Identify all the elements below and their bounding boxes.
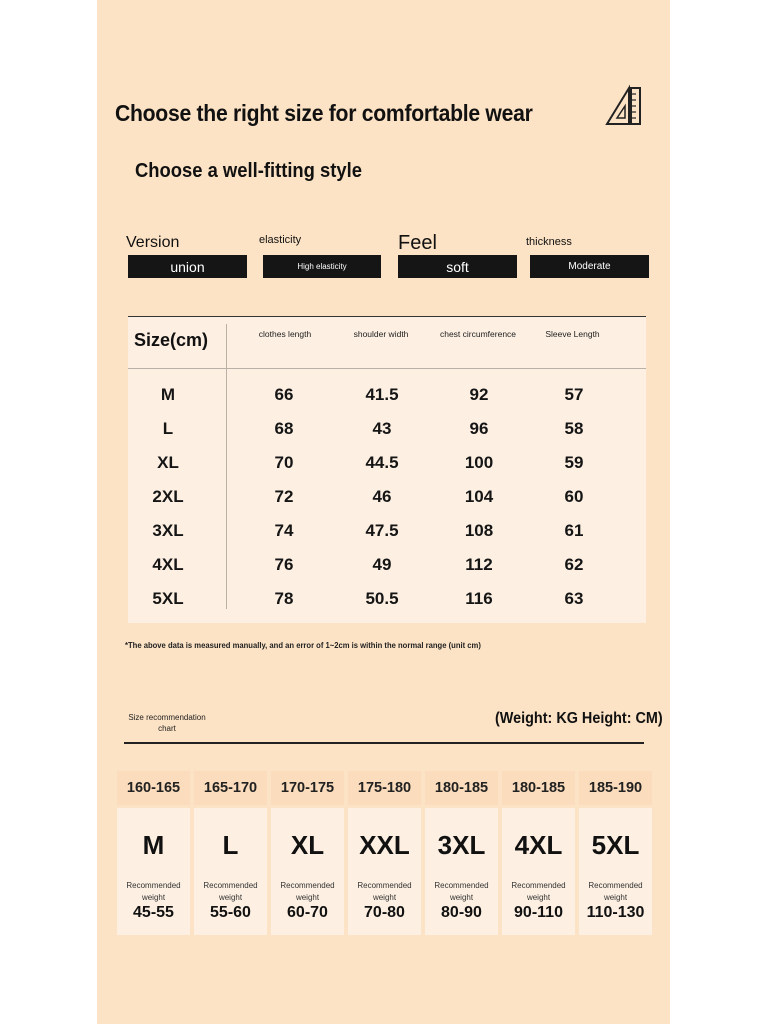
table-column-divider [226, 324, 227, 609]
card-weight-label: Recommended weight [126, 881, 181, 902]
row-size: 4XL [152, 555, 184, 574]
card-body [117, 808, 190, 935]
card-body [348, 808, 421, 935]
cell-clothes-length: 74 [274, 521, 294, 540]
column-header-chest: chest circumference [439, 329, 517, 339]
cell-clothes-length: 70 [274, 453, 294, 472]
size-card [271, 771, 344, 935]
attribute-value: High elasticity [263, 255, 381, 278]
card-weight-range: 110-130 [586, 904, 645, 921]
table-header-divider [128, 368, 646, 369]
card-weight-range: 90-110 [514, 904, 563, 921]
card-height-range: 180-185 [425, 771, 498, 805]
cell-shoulder-width: 46 [372, 487, 392, 506]
column-header-clothes-length: clothes length [258, 329, 312, 339]
attribute-label: thickness [526, 236, 572, 248]
row-size: 3XL [152, 521, 184, 540]
card-weight-label: Recommended weight [203, 881, 258, 902]
size-card [425, 771, 498, 935]
cell-shoulder-width: 44.5 [365, 453, 399, 472]
card-height-range: 180-185 [502, 771, 575, 805]
row-size: 2XL [152, 487, 184, 506]
column-header-shoulder-width: shoulder width [353, 329, 409, 339]
cell-shoulder-width: 43 [372, 419, 392, 438]
ruler-triangle-icon [605, 84, 645, 126]
attribute-label: Feel [398, 232, 437, 254]
card-body [194, 808, 267, 935]
size-card [194, 771, 267, 935]
card-size: 3XL [437, 830, 486, 860]
cell-shoulder-width: 50.5 [365, 589, 399, 608]
cell-clothes-length: 72 [274, 487, 294, 506]
attribute-label: Version [126, 234, 180, 251]
cell-sleeve-length: 58 [564, 419, 584, 438]
size-card [117, 771, 190, 935]
cell-chest: 100 [464, 453, 494, 472]
size-guide-panel [97, 0, 670, 1024]
cell-shoulder-width: 47.5 [365, 521, 399, 540]
card-weight-label: Recommended weight [434, 881, 489, 902]
page-title: Choose the right size for comfortable wear [115, 100, 533, 126]
card-weight-range: 45-55 [133, 904, 174, 921]
card-body [425, 808, 498, 935]
cell-sleeve-length: 59 [564, 453, 584, 472]
card-weight-label: Recommended weight [357, 881, 412, 902]
column-header-sleeve-length: Sleeve Length [545, 329, 600, 339]
size-card [502, 771, 575, 935]
row-size: 5XL [152, 589, 184, 608]
cell-chest: 92 [469, 385, 489, 404]
units-note: (Weight: KG Height: CM) [495, 710, 663, 727]
card-weight-range: 70-80 [364, 904, 405, 921]
cell-sleeve-length: 61 [564, 521, 584, 540]
cell-clothes-length: 76 [274, 555, 294, 574]
card-height-range: 160-165 [117, 771, 190, 805]
cell-sleeve-length: 57 [564, 385, 584, 404]
cell-chest: 112 [465, 555, 493, 574]
size-table [128, 316, 646, 623]
card-size: XXL [359, 830, 410, 860]
card-body [271, 808, 344, 935]
card-body [579, 808, 652, 935]
card-body [502, 808, 575, 935]
size-column-header: Size(cm) [134, 330, 209, 350]
card-height-range: 185-190 [579, 771, 652, 805]
cell-clothes-length: 66 [274, 385, 294, 404]
row-size: XL [157, 453, 179, 472]
attribute-label: elasticity [259, 234, 302, 246]
card-weight-label: Recommended weight [280, 881, 335, 902]
row-size: M [160, 385, 176, 404]
card-weight-label: Recommended weight [588, 881, 643, 902]
cell-chest: 96 [469, 419, 489, 438]
cell-chest: 116 [465, 589, 493, 608]
cell-shoulder-width: 41.5 [365, 385, 399, 404]
measurement-note: *The above data is measured manually, and an error of 1~2cm is within the normal range (unit cm) [125, 640, 481, 650]
card-size: 4XL [514, 830, 563, 860]
cell-chest: 104 [464, 487, 494, 506]
attribute-value: union [128, 255, 247, 278]
card-size: M [142, 830, 165, 860]
cell-sleeve-length: 62 [564, 555, 584, 574]
table-top-border [128, 316, 646, 317]
card-height-range: 175-180 [348, 771, 421, 805]
card-weight-range: 80-90 [441, 904, 482, 921]
page-subtitle: Choose a well-fitting style [135, 160, 362, 182]
recommendation-divider [124, 742, 644, 744]
card-size: XL [290, 830, 325, 860]
cell-sleeve-length: 63 [564, 589, 584, 608]
attribute-value: soft [398, 255, 517, 278]
size-card [579, 771, 652, 935]
size-card [348, 771, 421, 935]
card-size: 5XL [591, 830, 640, 860]
card-weight-label: Recommended weight [511, 881, 566, 902]
row-size: L [162, 419, 174, 438]
cell-clothes-length: 78 [274, 589, 294, 608]
card-height-range: 165-170 [194, 771, 267, 805]
card-height-range: 170-175 [271, 771, 344, 805]
cell-sleeve-length: 60 [564, 487, 584, 506]
cell-chest: 108 [464, 521, 494, 540]
cell-shoulder-width: 49 [372, 555, 392, 574]
recommendation-chart-label: Size recommendation chart [128, 713, 206, 733]
card-weight-range: 55-60 [210, 904, 251, 921]
card-size: L [222, 830, 239, 860]
cell-clothes-length: 68 [274, 419, 294, 438]
card-weight-range: 60-70 [287, 904, 328, 921]
attribute-value: Moderate [530, 255, 649, 278]
